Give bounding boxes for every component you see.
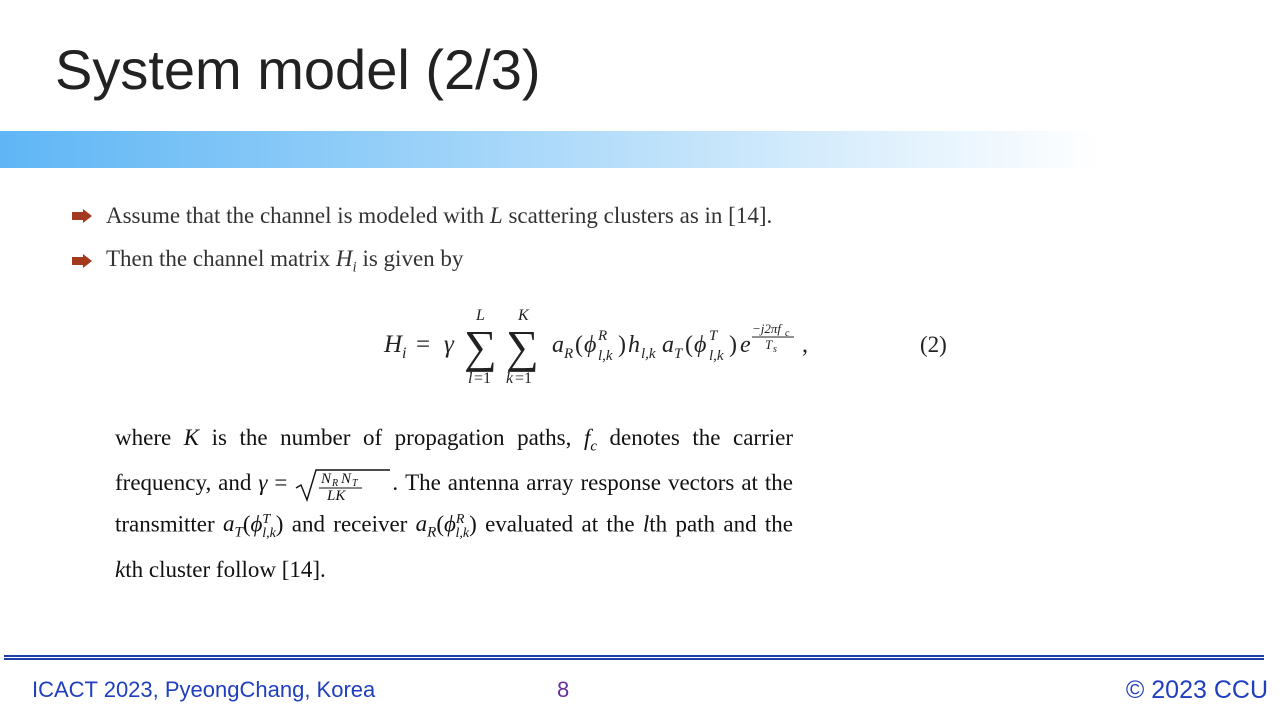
- svg-text:L: L: [476, 307, 485, 324]
- svg-text:l,k: l,k: [598, 348, 613, 364]
- svg-text:∑: ∑: [506, 321, 539, 372]
- svg-text:T: T: [674, 346, 683, 362]
- svg-text:ϕ: ϕ: [694, 332, 707, 358]
- bullet-item: [72, 201, 772, 231]
- svg-text:−j2πf: −j2πf: [752, 321, 782, 336]
- svg-text:K: K: [518, 307, 529, 324]
- svg-text:l,k: l,k: [709, 348, 724, 364]
- svg-text:c: c: [785, 328, 790, 339]
- footer-divider: [4, 655, 1264, 660]
- svg-text:R: R: [564, 346, 574, 362]
- svg-text:(2): (2): [920, 332, 947, 357]
- svg-text:h: h: [628, 332, 640, 358]
- svg-text:N: N: [341, 470, 352, 487]
- channel-equation: [380, 300, 960, 392]
- svg-text:T: T: [709, 328, 718, 344]
- svg-text:N: N: [321, 470, 332, 487]
- svg-text:R: R: [598, 328, 608, 344]
- svg-text:l: l: [468, 370, 473, 387]
- svg-text:H: H: [384, 331, 403, 358]
- svg-text:T: T: [765, 337, 773, 352]
- svg-text:s: s: [773, 344, 777, 355]
- footer-copyright: © 2023 CCU: [1125, 676, 1268, 704]
- bullet-text: Assume that the channel is modeled with L scattering clusters as in [14].: [106, 203, 773, 228]
- svg-text:,: ,: [802, 332, 808, 358]
- svg-text:): ): [618, 332, 626, 358]
- svg-text:γ: γ: [444, 331, 454, 358]
- arrow-bullet-icon: [72, 254, 94, 268]
- bullet-item: [72, 246, 463, 276]
- svg-text:i: i: [402, 345, 407, 362]
- svg-text:T: T: [352, 477, 358, 489]
- svg-text:ϕ: ϕ: [584, 332, 597, 358]
- svg-text:∑: ∑: [464, 321, 497, 372]
- svg-text:=: =: [416, 331, 431, 358]
- title-gradient-bar: [0, 131, 1100, 168]
- equation-explanation: where K is the number of propagation paths, $f_c$ denotes the carrier frequency, and γ = N R N T LK . The antenna array response vectors at the transmitter $a_T(\phi^T_{l,k})$ and receiver $a_R(\phi^R_{l,k})$ evaluated at the lth path and the kth cluster follow [14].: [115, 425, 793, 582]
- svg-text:(: (: [575, 332, 583, 358]
- svg-text:l,k: l,k: [641, 346, 656, 362]
- svg-text:e: e: [740, 332, 751, 358]
- svg-text:a: a: [552, 332, 564, 358]
- svg-text:(: (: [685, 332, 693, 358]
- svg-text:=1: =1: [474, 370, 492, 387]
- svg-text:a: a: [662, 332, 674, 358]
- bullet-text: Then the channel matrix $H_i$ is given by: [106, 245, 464, 276]
- arrow-bullet-icon: [72, 209, 94, 223]
- svg-text:): ): [729, 332, 737, 358]
- svg-text:k: k: [506, 370, 514, 387]
- svg-text:=1: =1: [515, 370, 533, 387]
- slide-title: System model (2/3): [55, 38, 541, 101]
- svg-text:R: R: [332, 477, 339, 489]
- footer-conference: ICACT 2023, PyeongChang, Korea: [32, 677, 376, 702]
- page-number: 8: [557, 677, 570, 702]
- svg-text:LK: LK: [327, 487, 346, 502]
